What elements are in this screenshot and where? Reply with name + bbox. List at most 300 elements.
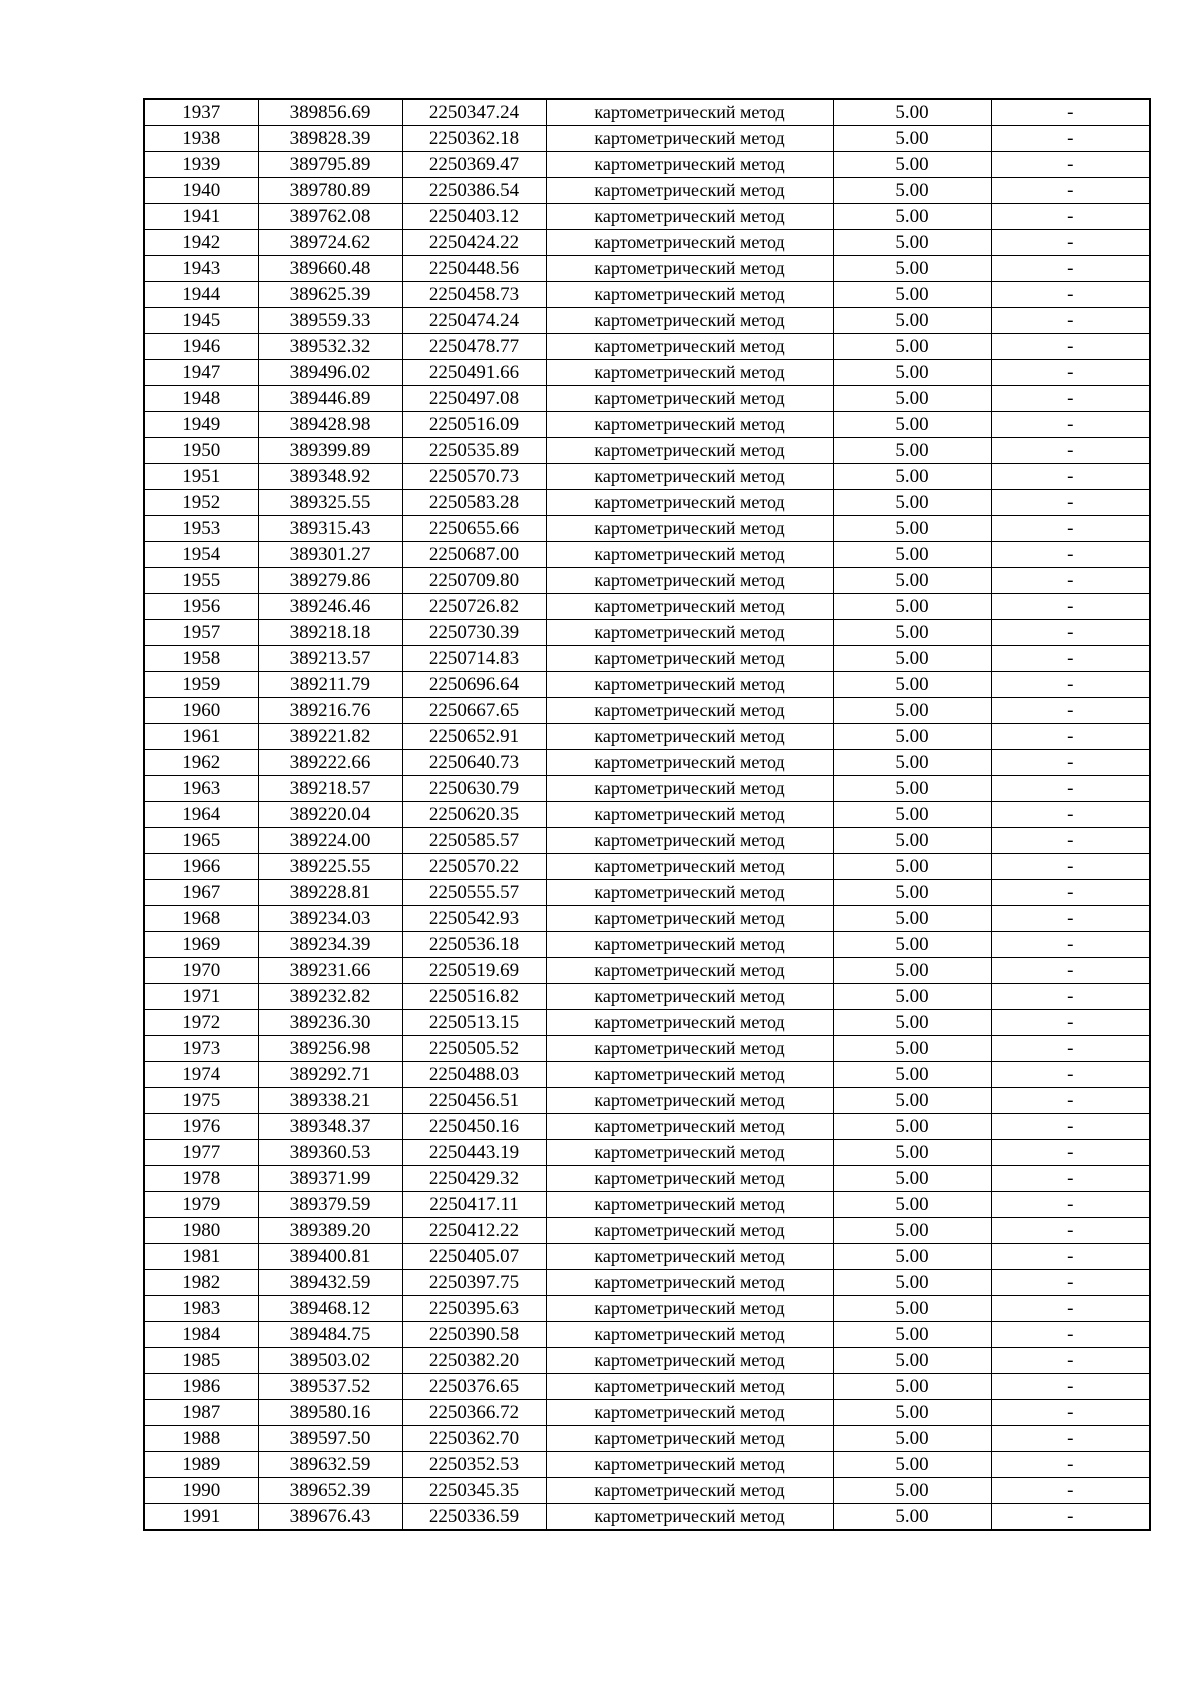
- accuracy-cell: 5.00: [833, 1192, 991, 1218]
- table-row: [144, 490, 1150, 516]
- description-cell: -: [991, 152, 1150, 178]
- method-cell: картометрический метод: [546, 1244, 833, 1270]
- y-coordinate-cell: 2250652.91: [402, 724, 546, 750]
- table-row: [144, 594, 1150, 620]
- point-number-cell: 1972: [144, 1010, 258, 1036]
- description-cell: -: [991, 178, 1150, 204]
- description-cell: -: [991, 1114, 1150, 1140]
- table-row: [144, 646, 1150, 672]
- y-coordinate-cell: 2250542.93: [402, 906, 546, 932]
- accuracy-cell: 5.00: [833, 99, 991, 126]
- method-cell: картометрический метод: [546, 828, 833, 854]
- accuracy-cell: 5.00: [833, 984, 991, 1010]
- method-cell: картометрический метод: [546, 1114, 833, 1140]
- description-cell: -: [991, 516, 1150, 542]
- point-number-cell: 1990: [144, 1478, 258, 1504]
- table-row: [144, 412, 1150, 438]
- point-number-cell: 1944: [144, 282, 258, 308]
- method-cell: картометрический метод: [546, 1062, 833, 1088]
- accuracy-cell: 5.00: [833, 360, 991, 386]
- description-cell: -: [991, 594, 1150, 620]
- y-coordinate-cell: 2250687.00: [402, 542, 546, 568]
- x-coordinate-cell: 389246.46: [258, 594, 402, 620]
- method-cell: картометрический метод: [546, 1374, 833, 1400]
- coordinates-table: [143, 98, 1151, 1531]
- description-cell: -: [991, 542, 1150, 568]
- method-cell: картометрический метод: [546, 568, 833, 594]
- point-number-cell: 1981: [144, 1244, 258, 1270]
- accuracy-cell: 5.00: [833, 1348, 991, 1374]
- x-coordinate-cell: 389348.37: [258, 1114, 402, 1140]
- description-cell: -: [991, 698, 1150, 724]
- y-coordinate-cell: 2250488.03: [402, 1062, 546, 1088]
- point-number-cell: 1950: [144, 438, 258, 464]
- method-cell: картометрический метод: [546, 126, 833, 152]
- table-row: [144, 1426, 1150, 1452]
- method-cell: картометрический метод: [546, 1270, 833, 1296]
- point-number-cell: 1983: [144, 1296, 258, 1322]
- accuracy-cell: 5.00: [833, 672, 991, 698]
- point-number-cell: 1991: [144, 1504, 258, 1531]
- point-number-cell: 1942: [144, 230, 258, 256]
- description-cell: -: [991, 464, 1150, 490]
- y-coordinate-cell: 2250405.07: [402, 1244, 546, 1270]
- accuracy-cell: 5.00: [833, 906, 991, 932]
- x-coordinate-cell: 389828.39: [258, 126, 402, 152]
- accuracy-cell: 5.00: [833, 1374, 991, 1400]
- x-coordinate-cell: 389652.39: [258, 1478, 402, 1504]
- x-coordinate-cell: 389625.39: [258, 282, 402, 308]
- point-number-cell: 1949: [144, 412, 258, 438]
- x-coordinate-cell: 389221.82: [258, 724, 402, 750]
- accuracy-cell: 5.00: [833, 776, 991, 802]
- point-number-cell: 1970: [144, 958, 258, 984]
- description-cell: -: [991, 1374, 1150, 1400]
- accuracy-cell: 5.00: [833, 282, 991, 308]
- method-cell: картометрический метод: [546, 620, 833, 646]
- description-cell: -: [991, 776, 1150, 802]
- accuracy-cell: 5.00: [833, 646, 991, 672]
- point-number-cell: 1947: [144, 360, 258, 386]
- method-cell: картометрический метод: [546, 99, 833, 126]
- y-coordinate-cell: 2250397.75: [402, 1270, 546, 1296]
- y-coordinate-cell: 2250390.58: [402, 1322, 546, 1348]
- method-cell: картометрический метод: [546, 1348, 833, 1374]
- description-cell: -: [991, 1192, 1150, 1218]
- method-cell: картометрический метод: [546, 646, 833, 672]
- point-number-cell: 1951: [144, 464, 258, 490]
- method-cell: картометрический метод: [546, 1478, 833, 1504]
- point-number-cell: 1982: [144, 1270, 258, 1296]
- table-row: [144, 958, 1150, 984]
- table-row: [144, 568, 1150, 594]
- table-row: [144, 854, 1150, 880]
- description-cell: -: [991, 1166, 1150, 1192]
- y-coordinate-cell: 2250345.35: [402, 1478, 546, 1504]
- x-coordinate-cell: 389224.00: [258, 828, 402, 854]
- table-row: [144, 126, 1150, 152]
- point-number-cell: 1980: [144, 1218, 258, 1244]
- method-cell: картометрический метод: [546, 438, 833, 464]
- table-row: [144, 360, 1150, 386]
- description-cell: -: [991, 1088, 1150, 1114]
- accuracy-cell: 5.00: [833, 1166, 991, 1192]
- table-row: [144, 1218, 1150, 1244]
- description-cell: -: [991, 1244, 1150, 1270]
- accuracy-cell: 5.00: [833, 1036, 991, 1062]
- y-coordinate-cell: 2250730.39: [402, 620, 546, 646]
- x-coordinate-cell: 389537.52: [258, 1374, 402, 1400]
- y-coordinate-cell: 2250336.59: [402, 1504, 546, 1531]
- y-coordinate-cell: 2250429.32: [402, 1166, 546, 1192]
- y-coordinate-cell: 2250696.64: [402, 672, 546, 698]
- method-cell: картометрический метод: [546, 542, 833, 568]
- point-number-cell: 1954: [144, 542, 258, 568]
- y-coordinate-cell: 2250516.09: [402, 412, 546, 438]
- description-cell: -: [991, 282, 1150, 308]
- x-coordinate-cell: 389484.75: [258, 1322, 402, 1348]
- description-cell: -: [991, 490, 1150, 516]
- method-cell: картометрический метод: [546, 594, 833, 620]
- x-coordinate-cell: 389762.08: [258, 204, 402, 230]
- x-coordinate-cell: 389597.50: [258, 1426, 402, 1452]
- description-cell: -: [991, 1296, 1150, 1322]
- point-number-cell: 1966: [144, 854, 258, 880]
- accuracy-cell: 5.00: [833, 542, 991, 568]
- point-number-cell: 1984: [144, 1322, 258, 1348]
- y-coordinate-cell: 2250585.57: [402, 828, 546, 854]
- y-coordinate-cell: 2250535.89: [402, 438, 546, 464]
- method-cell: картометрический метод: [546, 490, 833, 516]
- y-coordinate-cell: 2250376.65: [402, 1374, 546, 1400]
- accuracy-cell: 5.00: [833, 1426, 991, 1452]
- x-coordinate-cell: 389389.20: [258, 1218, 402, 1244]
- point-number-cell: 1975: [144, 1088, 258, 1114]
- x-coordinate-cell: 389211.79: [258, 672, 402, 698]
- accuracy-cell: 5.00: [833, 490, 991, 516]
- method-cell: картометрический метод: [546, 672, 833, 698]
- point-number-cell: 1967: [144, 880, 258, 906]
- method-cell: картометрический метод: [546, 1452, 833, 1478]
- point-number-cell: 1986: [144, 1374, 258, 1400]
- y-coordinate-cell: 2250352.53: [402, 1452, 546, 1478]
- y-coordinate-cell: 2250714.83: [402, 646, 546, 672]
- description-cell: -: [991, 1478, 1150, 1504]
- table-row: [144, 152, 1150, 178]
- point-number-cell: 1940: [144, 178, 258, 204]
- x-coordinate-cell: 389292.71: [258, 1062, 402, 1088]
- y-coordinate-cell: 2250583.28: [402, 490, 546, 516]
- point-number-cell: 1956: [144, 594, 258, 620]
- method-cell: картометрический метод: [546, 1140, 833, 1166]
- y-coordinate-cell: 2250369.47: [402, 152, 546, 178]
- accuracy-cell: 5.00: [833, 1114, 991, 1140]
- table-row: [144, 932, 1150, 958]
- table-row: [144, 906, 1150, 932]
- y-coordinate-cell: 2250386.54: [402, 178, 546, 204]
- accuracy-cell: 5.00: [833, 334, 991, 360]
- y-coordinate-cell: 2250536.18: [402, 932, 546, 958]
- x-coordinate-cell: 389371.99: [258, 1166, 402, 1192]
- point-number-cell: 1959: [144, 672, 258, 698]
- method-cell: картометрический метод: [546, 1166, 833, 1192]
- description-cell: -: [991, 1010, 1150, 1036]
- method-cell: картометрический метод: [546, 516, 833, 542]
- accuracy-cell: 5.00: [833, 620, 991, 646]
- point-number-cell: 1971: [144, 984, 258, 1010]
- description-cell: -: [991, 1348, 1150, 1374]
- method-cell: картометрический метод: [546, 880, 833, 906]
- accuracy-cell: 5.00: [833, 1296, 991, 1322]
- y-coordinate-cell: 2250412.22: [402, 1218, 546, 1244]
- accuracy-cell: 5.00: [833, 1478, 991, 1504]
- description-cell: -: [991, 412, 1150, 438]
- description-cell: -: [991, 958, 1150, 984]
- x-coordinate-cell: 389234.39: [258, 932, 402, 958]
- method-cell: картометрический метод: [546, 1036, 833, 1062]
- x-coordinate-cell: 389228.81: [258, 880, 402, 906]
- table-row: [144, 1504, 1150, 1531]
- x-coordinate-cell: 389580.16: [258, 1400, 402, 1426]
- description-cell: -: [991, 932, 1150, 958]
- point-number-cell: 1973: [144, 1036, 258, 1062]
- accuracy-cell: 5.00: [833, 828, 991, 854]
- x-coordinate-cell: 389348.92: [258, 464, 402, 490]
- method-cell: картометрический метод: [546, 386, 833, 412]
- point-number-cell: 1941: [144, 204, 258, 230]
- accuracy-cell: 5.00: [833, 1244, 991, 1270]
- method-cell: картометрический метод: [546, 412, 833, 438]
- description-cell: -: [991, 880, 1150, 906]
- x-coordinate-cell: 389315.43: [258, 516, 402, 542]
- point-number-cell: 1937: [144, 99, 258, 126]
- x-coordinate-cell: 389780.89: [258, 178, 402, 204]
- table-row: [144, 308, 1150, 334]
- accuracy-cell: 5.00: [833, 1504, 991, 1531]
- x-coordinate-cell: 389503.02: [258, 1348, 402, 1374]
- method-cell: картометрический метод: [546, 906, 833, 932]
- y-coordinate-cell: 2250570.73: [402, 464, 546, 490]
- table-row: [144, 984, 1150, 1010]
- table-row: [144, 1010, 1150, 1036]
- table-row: [144, 776, 1150, 802]
- accuracy-cell: 5.00: [833, 386, 991, 412]
- y-coordinate-cell: 2250366.72: [402, 1400, 546, 1426]
- x-coordinate-cell: 389232.82: [258, 984, 402, 1010]
- description-cell: -: [991, 386, 1150, 412]
- x-coordinate-cell: 389660.48: [258, 256, 402, 282]
- y-coordinate-cell: 2250519.69: [402, 958, 546, 984]
- accuracy-cell: 5.00: [833, 308, 991, 334]
- description-cell: -: [991, 1036, 1150, 1062]
- y-coordinate-cell: 2250395.63: [402, 1296, 546, 1322]
- y-coordinate-cell: 2250362.18: [402, 126, 546, 152]
- point-number-cell: 1988: [144, 1426, 258, 1452]
- table-row: [144, 1062, 1150, 1088]
- accuracy-cell: 5.00: [833, 1140, 991, 1166]
- method-cell: картометрический метод: [546, 282, 833, 308]
- y-coordinate-cell: 2250726.82: [402, 594, 546, 620]
- x-coordinate-cell: 389559.33: [258, 308, 402, 334]
- table-row: [144, 334, 1150, 360]
- description-cell: -: [991, 802, 1150, 828]
- accuracy-cell: 5.00: [833, 1452, 991, 1478]
- description-cell: -: [991, 568, 1150, 594]
- table-row: [144, 542, 1150, 568]
- point-number-cell: 1960: [144, 698, 258, 724]
- x-coordinate-cell: 389468.12: [258, 1296, 402, 1322]
- table-row: [144, 178, 1150, 204]
- x-coordinate-cell: 389256.98: [258, 1036, 402, 1062]
- x-coordinate-cell: 389338.21: [258, 1088, 402, 1114]
- table-row: [144, 516, 1150, 542]
- description-cell: -: [991, 256, 1150, 282]
- x-coordinate-cell: 389795.89: [258, 152, 402, 178]
- accuracy-cell: 5.00: [833, 438, 991, 464]
- point-number-cell: 1952: [144, 490, 258, 516]
- accuracy-cell: 5.00: [833, 724, 991, 750]
- table-row: [144, 1036, 1150, 1062]
- method-cell: картометрический метод: [546, 932, 833, 958]
- table-row: [144, 672, 1150, 698]
- method-cell: картометрический метод: [546, 152, 833, 178]
- table-row: [144, 828, 1150, 854]
- table-row: [144, 386, 1150, 412]
- x-coordinate-cell: 389399.89: [258, 438, 402, 464]
- description-cell: -: [991, 1426, 1150, 1452]
- x-coordinate-cell: 389225.55: [258, 854, 402, 880]
- x-coordinate-cell: 389676.43: [258, 1504, 402, 1531]
- method-cell: картометрический метод: [546, 984, 833, 1010]
- method-cell: картометрический метод: [546, 230, 833, 256]
- point-number-cell: 1953: [144, 516, 258, 542]
- y-coordinate-cell: 2250667.65: [402, 698, 546, 724]
- point-number-cell: 1945: [144, 308, 258, 334]
- method-cell: картометрический метод: [546, 178, 833, 204]
- x-coordinate-cell: 389400.81: [258, 1244, 402, 1270]
- y-coordinate-cell: 2250497.08: [402, 386, 546, 412]
- table-row: [144, 1452, 1150, 1478]
- table-row: [144, 1322, 1150, 1348]
- point-number-cell: 1968: [144, 906, 258, 932]
- accuracy-cell: 5.00: [833, 126, 991, 152]
- y-coordinate-cell: 2250458.73: [402, 282, 546, 308]
- description-cell: -: [991, 620, 1150, 646]
- accuracy-cell: 5.00: [833, 880, 991, 906]
- y-coordinate-cell: 2250382.20: [402, 1348, 546, 1374]
- accuracy-cell: 5.00: [833, 412, 991, 438]
- point-number-cell: 1955: [144, 568, 258, 594]
- description-cell: -: [991, 750, 1150, 776]
- y-coordinate-cell: 2250450.16: [402, 1114, 546, 1140]
- description-cell: -: [991, 828, 1150, 854]
- method-cell: картометрический метод: [546, 776, 833, 802]
- table-row: [144, 1140, 1150, 1166]
- method-cell: картометрический метод: [546, 360, 833, 386]
- point-number-cell: 1987: [144, 1400, 258, 1426]
- y-coordinate-cell: 2250474.24: [402, 308, 546, 334]
- description-cell: -: [991, 99, 1150, 126]
- table-row: [144, 1478, 1150, 1504]
- description-cell: -: [991, 1400, 1150, 1426]
- accuracy-cell: 5.00: [833, 1088, 991, 1114]
- table-row: [144, 1088, 1150, 1114]
- accuracy-cell: 5.00: [833, 516, 991, 542]
- description-cell: -: [991, 646, 1150, 672]
- accuracy-cell: 5.00: [833, 178, 991, 204]
- accuracy-cell: 5.00: [833, 152, 991, 178]
- method-cell: картометрический метод: [546, 802, 833, 828]
- point-number-cell: 1946: [144, 334, 258, 360]
- y-coordinate-cell: 2250620.35: [402, 802, 546, 828]
- point-number-cell: 1976: [144, 1114, 258, 1140]
- description-cell: -: [991, 1062, 1150, 1088]
- table-row: [144, 750, 1150, 776]
- point-number-cell: 1985: [144, 1348, 258, 1374]
- point-number-cell: 1958: [144, 646, 258, 672]
- y-coordinate-cell: 2250630.79: [402, 776, 546, 802]
- x-coordinate-cell: 389213.57: [258, 646, 402, 672]
- point-number-cell: 1948: [144, 386, 258, 412]
- y-coordinate-cell: 2250555.57: [402, 880, 546, 906]
- y-coordinate-cell: 2250424.22: [402, 230, 546, 256]
- y-coordinate-cell: 2250478.77: [402, 334, 546, 360]
- method-cell: картометрический метод: [546, 854, 833, 880]
- x-coordinate-cell: 389724.62: [258, 230, 402, 256]
- x-coordinate-cell: 389220.04: [258, 802, 402, 828]
- description-cell: -: [991, 854, 1150, 880]
- accuracy-cell: 5.00: [833, 1218, 991, 1244]
- point-number-cell: 1974: [144, 1062, 258, 1088]
- table-row: [144, 880, 1150, 906]
- point-number-cell: 1978: [144, 1166, 258, 1192]
- x-coordinate-cell: 389301.27: [258, 542, 402, 568]
- table-row: [144, 1348, 1150, 1374]
- table-row: [144, 802, 1150, 828]
- y-coordinate-cell: 2250491.66: [402, 360, 546, 386]
- x-coordinate-cell: 389432.59: [258, 1270, 402, 1296]
- table-row: [144, 282, 1150, 308]
- accuracy-cell: 5.00: [833, 204, 991, 230]
- description-cell: -: [991, 126, 1150, 152]
- accuracy-cell: 5.00: [833, 854, 991, 880]
- table-row: [144, 1296, 1150, 1322]
- method-cell: картометрический метод: [546, 1218, 833, 1244]
- method-cell: картометрический метод: [546, 1088, 833, 1114]
- table-row: [144, 1114, 1150, 1140]
- x-coordinate-cell: 389218.18: [258, 620, 402, 646]
- table-row: [144, 256, 1150, 282]
- method-cell: картометрический метод: [546, 1192, 833, 1218]
- y-coordinate-cell: 2250570.22: [402, 854, 546, 880]
- accuracy-cell: 5.00: [833, 1270, 991, 1296]
- y-coordinate-cell: 2250448.56: [402, 256, 546, 282]
- table-row: [144, 230, 1150, 256]
- description-cell: -: [991, 906, 1150, 932]
- point-number-cell: 1977: [144, 1140, 258, 1166]
- x-coordinate-cell: 389279.86: [258, 568, 402, 594]
- accuracy-cell: 5.00: [833, 256, 991, 282]
- x-coordinate-cell: 389218.57: [258, 776, 402, 802]
- description-cell: -: [991, 230, 1150, 256]
- accuracy-cell: 5.00: [833, 568, 991, 594]
- method-cell: картометрический метод: [546, 1296, 833, 1322]
- description-cell: -: [991, 438, 1150, 464]
- point-number-cell: 1939: [144, 152, 258, 178]
- table-row: [144, 438, 1150, 464]
- method-cell: картометрический метод: [546, 1010, 833, 1036]
- accuracy-cell: 5.00: [833, 1062, 991, 1088]
